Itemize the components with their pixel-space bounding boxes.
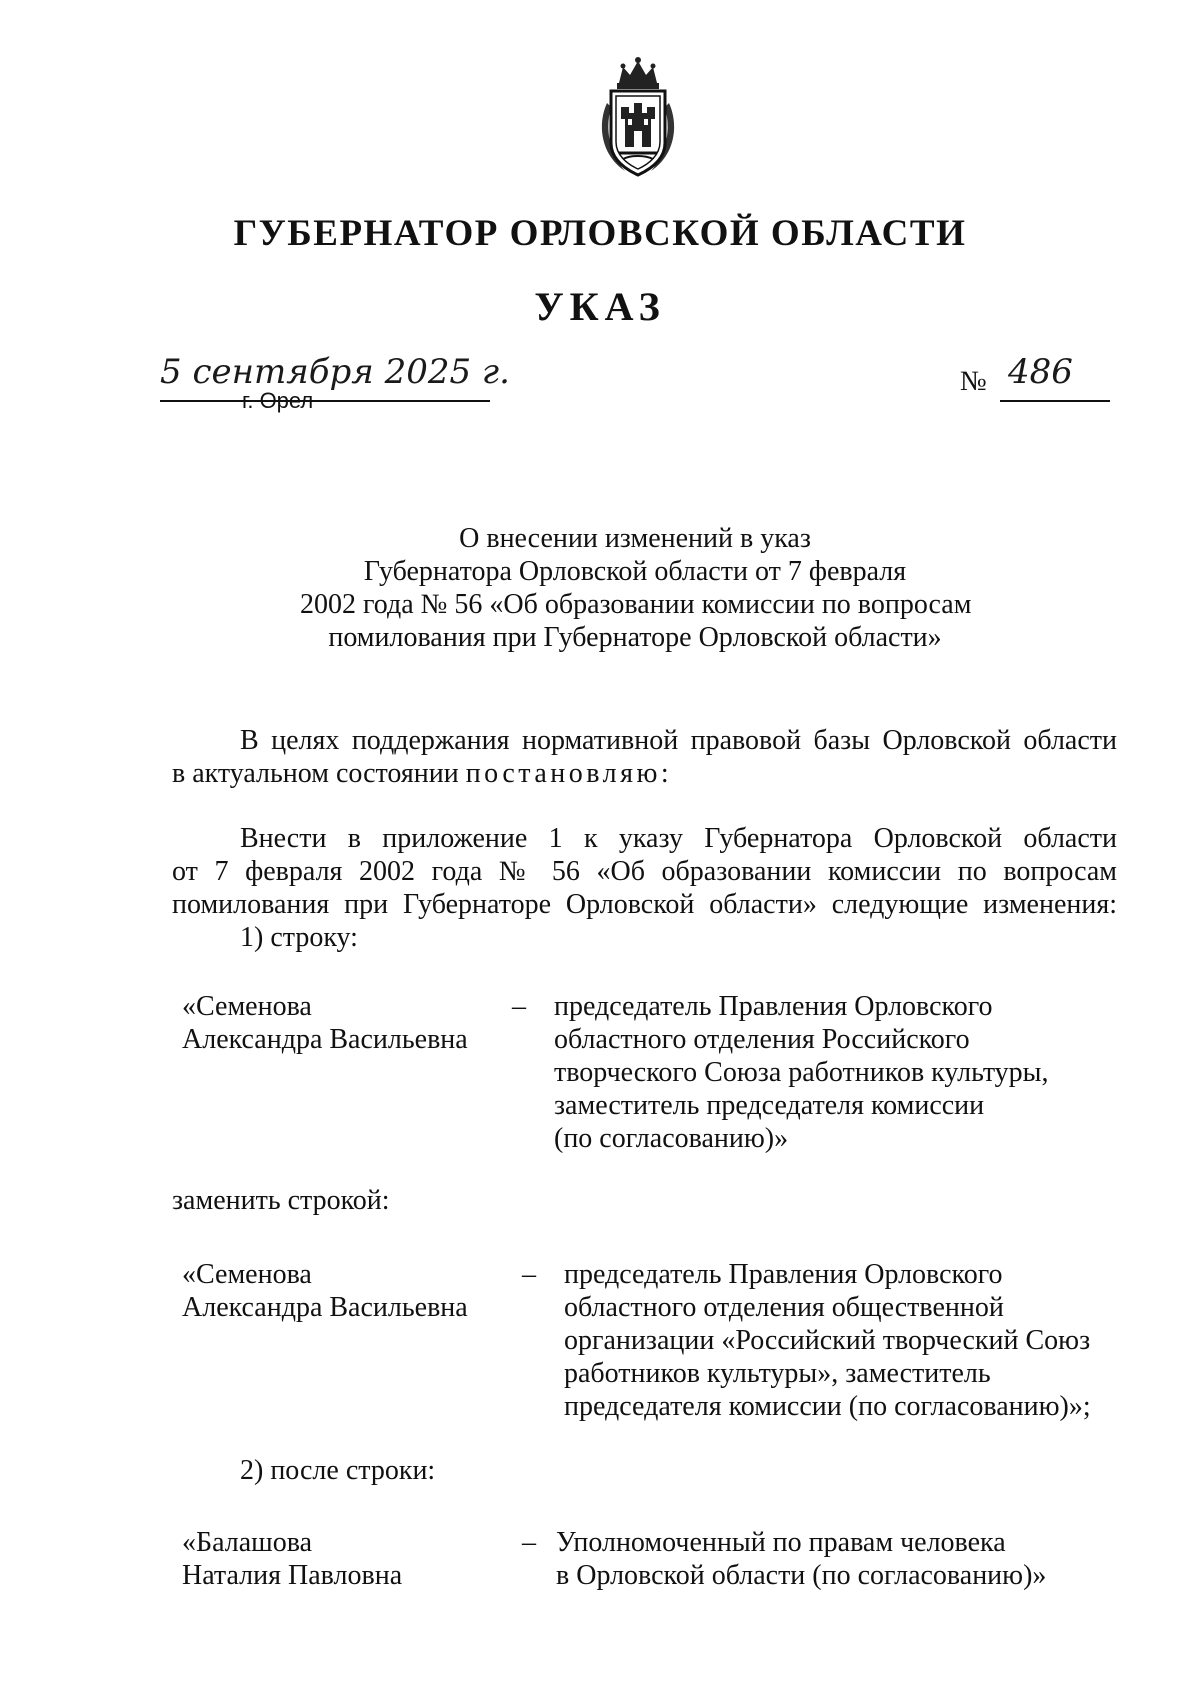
title-line: 2002 года № 56 «Об образовании комиссии по вопросам — [300, 589, 972, 620]
document-title — [300, 522, 970, 654]
coat-of-arms-icon — [595, 55, 681, 179]
authority-heading: ГУБЕРНАТОР ОРЛОВСКОЙ ОБЛАСТИ — [233, 213, 967, 254]
title-line: помилования при Губернаторе Орловской области» — [328, 622, 942, 653]
after-entry-description — [556, 1526, 1136, 1592]
name-line: «Балашова — [182, 1527, 312, 1558]
desc-line: организации «Российский творческий Союз — [564, 1325, 1091, 1356]
number-underline — [1000, 400, 1110, 402]
desc-line: творческого Союза работников культуры, — [554, 1057, 1049, 1088]
old-entry-name — [182, 990, 512, 1056]
desc-line: Уполномоченный по правам человека — [556, 1527, 1006, 1558]
desc-line: работников культуры», заместитель — [564, 1358, 991, 1389]
old-entry-description — [554, 990, 1134, 1155]
name-line: Александра Васильевна — [182, 1024, 468, 1055]
name-line: Наталия Павловна — [182, 1560, 403, 1591]
preamble-verb: постановляю — [465, 758, 661, 789]
desc-line: областного отделения общественной — [564, 1292, 1004, 1323]
item-1-label: 1) строку: — [240, 922, 358, 953]
after-entry-dash: – — [522, 1527, 536, 1558]
desc-line: (по согласованию)» — [554, 1123, 789, 1154]
body-paragraph — [172, 822, 1117, 954]
name-line: «Семенова — [182, 1259, 312, 1290]
date-underline — [160, 400, 490, 402]
body-line: Внести в приложение 1 к указу Губернатора Орловской области — [240, 823, 1117, 854]
replace-with-label: заменить строкой: — [172, 1185, 390, 1216]
name-line: «Семенова — [182, 991, 312, 1022]
document-type: УКАЗ — [534, 284, 666, 329]
body-line: помилования при Губернаторе Орловской области» следующие изменения: — [172, 889, 1117, 920]
desc-line: заместитель председателя комиссии — [554, 1090, 985, 1121]
desc-line: председатель Правления Орловского — [554, 991, 993, 1022]
preamble-suffix: : — [660, 758, 669, 789]
desc-line: в Орловской области (по согласованию)» — [556, 1560, 1047, 1591]
item-2-label: 2) после строки: — [240, 1455, 436, 1486]
new-entry-name — [182, 1258, 512, 1324]
city-label: г. Орел — [242, 388, 314, 413]
title-line: Губернатора Орловской области от 7 февраля — [363, 556, 907, 587]
number-sign: № — [960, 366, 987, 397]
preamble-line: В целях поддержания нормативной правовой базы Орловской области — [240, 725, 1117, 756]
old-entry-dash: – — [512, 991, 526, 1022]
body-line: от 7 февраля 2002 года № 56 «Об образовании комиссии по вопросам — [172, 856, 1117, 887]
desc-line: председатель Правления Орловского — [564, 1259, 1003, 1290]
new-entry-description — [564, 1258, 1144, 1423]
preamble-line — [172, 757, 1117, 790]
preamble-paragraph — [172, 724, 1117, 790]
title-line: О внесении изменений в указ — [459, 523, 811, 554]
number-handwritten: 486 — [1008, 352, 1073, 392]
desc-line: председателя комиссии (по согласованию)»; — [564, 1391, 1091, 1422]
desc-line: областного отделения Российского — [554, 1024, 970, 1055]
after-entry-name — [182, 1526, 512, 1592]
new-entry-dash: – — [522, 1259, 536, 1290]
name-line: Александра Васильевна — [182, 1292, 468, 1323]
preamble-prefix: в актуальном состоянии — [172, 758, 466, 789]
date-handwritten: 5 сентября 2025 г. — [160, 352, 510, 392]
